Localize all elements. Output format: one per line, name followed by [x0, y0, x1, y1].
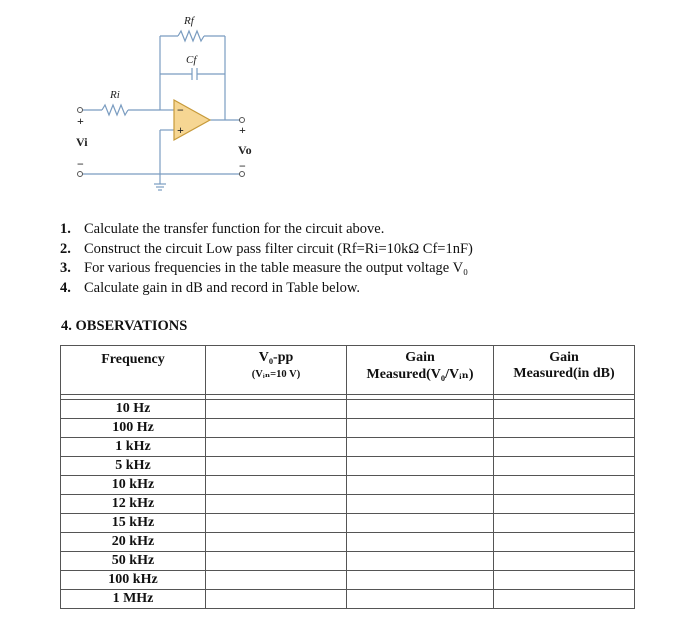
rf-label: Rf: [184, 15, 194, 27]
table-row: [61, 457, 635, 476]
empty-entry-cell: [494, 457, 635, 476]
table-row: [61, 514, 635, 533]
instruction-item: [60, 279, 680, 299]
empty-entry-cell: [347, 457, 494, 476]
instruction-number: 4.: [60, 279, 71, 296]
ri-label: Ri: [110, 89, 120, 101]
header-vopp-main: V₀-pp: [258, 350, 294, 365]
observations-body: [61, 395, 635, 609]
empty-entry-cell: [206, 400, 347, 419]
vi-label: Vi: [76, 135, 88, 149]
empty-entry-cell: [206, 533, 347, 552]
opamp-minus-label: −: [177, 103, 184, 117]
empty-entry-cell: [347, 438, 494, 457]
header-vopp: [206, 346, 347, 395]
vo-minus-label: −: [239, 159, 246, 173]
empty-entry-cell: [494, 514, 635, 533]
empty-entry-cell: [206, 552, 347, 571]
observations-table: [60, 345, 635, 609]
instruction-text: For various frequencies in the table measure the output voltage V₀: [84, 260, 469, 276]
instruction-item: [60, 259, 680, 279]
circuit-wires: [82, 31, 240, 190]
empty-entry-cell: [206, 495, 347, 514]
instruction-number: 2.: [60, 240, 71, 257]
empty-entry-cell: [494, 400, 635, 419]
input-terminal-top: [78, 108, 83, 113]
vo-label: Vo: [238, 143, 252, 157]
instruction-number: 3.: [60, 260, 71, 276]
empty-entry-cell: [347, 514, 494, 533]
vi-plus-label: +: [77, 114, 84, 128]
empty-entry-cell: [206, 590, 347, 609]
frequency-cell: 50 kHz: [61, 552, 206, 571]
header-gain-ratio-line1: Gain: [405, 350, 435, 365]
table-header-row: [61, 346, 635, 395]
opamp-plus-label: +: [177, 123, 184, 137]
empty-entry-cell: [494, 533, 635, 552]
instruction-number: 1.: [60, 221, 71, 237]
frequency-cell: 20 kHz: [61, 533, 206, 552]
header-gain-db-line1: Gain: [549, 350, 579, 365]
empty-entry-cell: [206, 457, 347, 476]
table-row: [61, 476, 635, 495]
header-gain-ratio-line2: Measured(V₀/Vᵢₙ): [366, 367, 474, 382]
empty-entry-cell: [206, 438, 347, 457]
empty-entry-cell: [347, 495, 494, 514]
instruction-item: [60, 240, 680, 260]
header-gain-db-line2: Measured(in dB): [513, 366, 615, 381]
instruction-text: Construct the circuit Low pass filter circuit (Rf=Ri=10kΩ Cf=1nF): [84, 240, 473, 257]
empty-entry-cell: [347, 419, 494, 438]
empty-entry-cell: [206, 571, 347, 590]
empty-entry-cell: [347, 590, 494, 609]
instruction-text: Calculate gain in dB and record in Table below.: [84, 279, 361, 296]
empty-entry-cell: [494, 476, 635, 495]
empty-entry-cell: [206, 514, 347, 533]
header-gain-db: [494, 346, 635, 395]
empty-entry-cell: [494, 552, 635, 571]
frequency-cell: 10 kHz: [61, 476, 206, 495]
frequency-cell: 5 kHz: [61, 457, 206, 476]
empty-entry-cell: [494, 438, 635, 457]
frequency-cell: 12 kHz: [61, 495, 206, 514]
empty-entry-cell: [494, 571, 635, 590]
table-row: [61, 419, 635, 438]
empty-entry-cell: [347, 571, 494, 590]
header-frequency: Frequency: [61, 346, 206, 395]
empty-entry-cell: [494, 495, 635, 514]
input-terminal-bottom: [78, 172, 83, 177]
table-row: [61, 438, 635, 457]
frequency-cell: 10 Hz: [61, 400, 206, 419]
table-row: [61, 533, 635, 552]
instructions-list: [60, 220, 680, 298]
empty-entry-cell: [206, 419, 347, 438]
header-vopp-sub: (Vᵢₙ=10 V): [251, 369, 301, 380]
frequency-cell: 15 kHz: [61, 514, 206, 533]
vi-minus-label: −: [77, 157, 84, 171]
frequency-cell: 100 kHz: [61, 571, 206, 590]
empty-entry-cell: [494, 590, 635, 609]
empty-entry-cell: [347, 400, 494, 419]
empty-entry-cell: [494, 419, 635, 438]
table-row: [61, 571, 635, 590]
cf-label: Cf: [186, 54, 197, 66]
instruction-text: Calculate the transfer function for the circuit above.: [84, 221, 385, 237]
frequency-cell: 100 Hz: [61, 419, 206, 438]
observations-title: 4. OBSERVATIONS: [61, 318, 188, 334]
empty-entry-cell: [347, 552, 494, 571]
vo-plus-label: +: [239, 123, 246, 137]
header-gain-ratio: [347, 346, 494, 395]
empty-entry-cell: [347, 533, 494, 552]
empty-entry-cell: [206, 476, 347, 495]
circuit-diagram: [60, 8, 280, 193]
table-row: [61, 590, 635, 609]
table-row: [61, 552, 635, 571]
output-terminal-top: [240, 118, 245, 123]
frequency-cell: 1 MHz: [61, 590, 206, 609]
table-row: [61, 400, 635, 419]
frequency-cell: 1 kHz: [61, 438, 206, 457]
table-row: [61, 495, 635, 514]
empty-entry-cell: [347, 476, 494, 495]
instruction-item: [60, 220, 680, 240]
